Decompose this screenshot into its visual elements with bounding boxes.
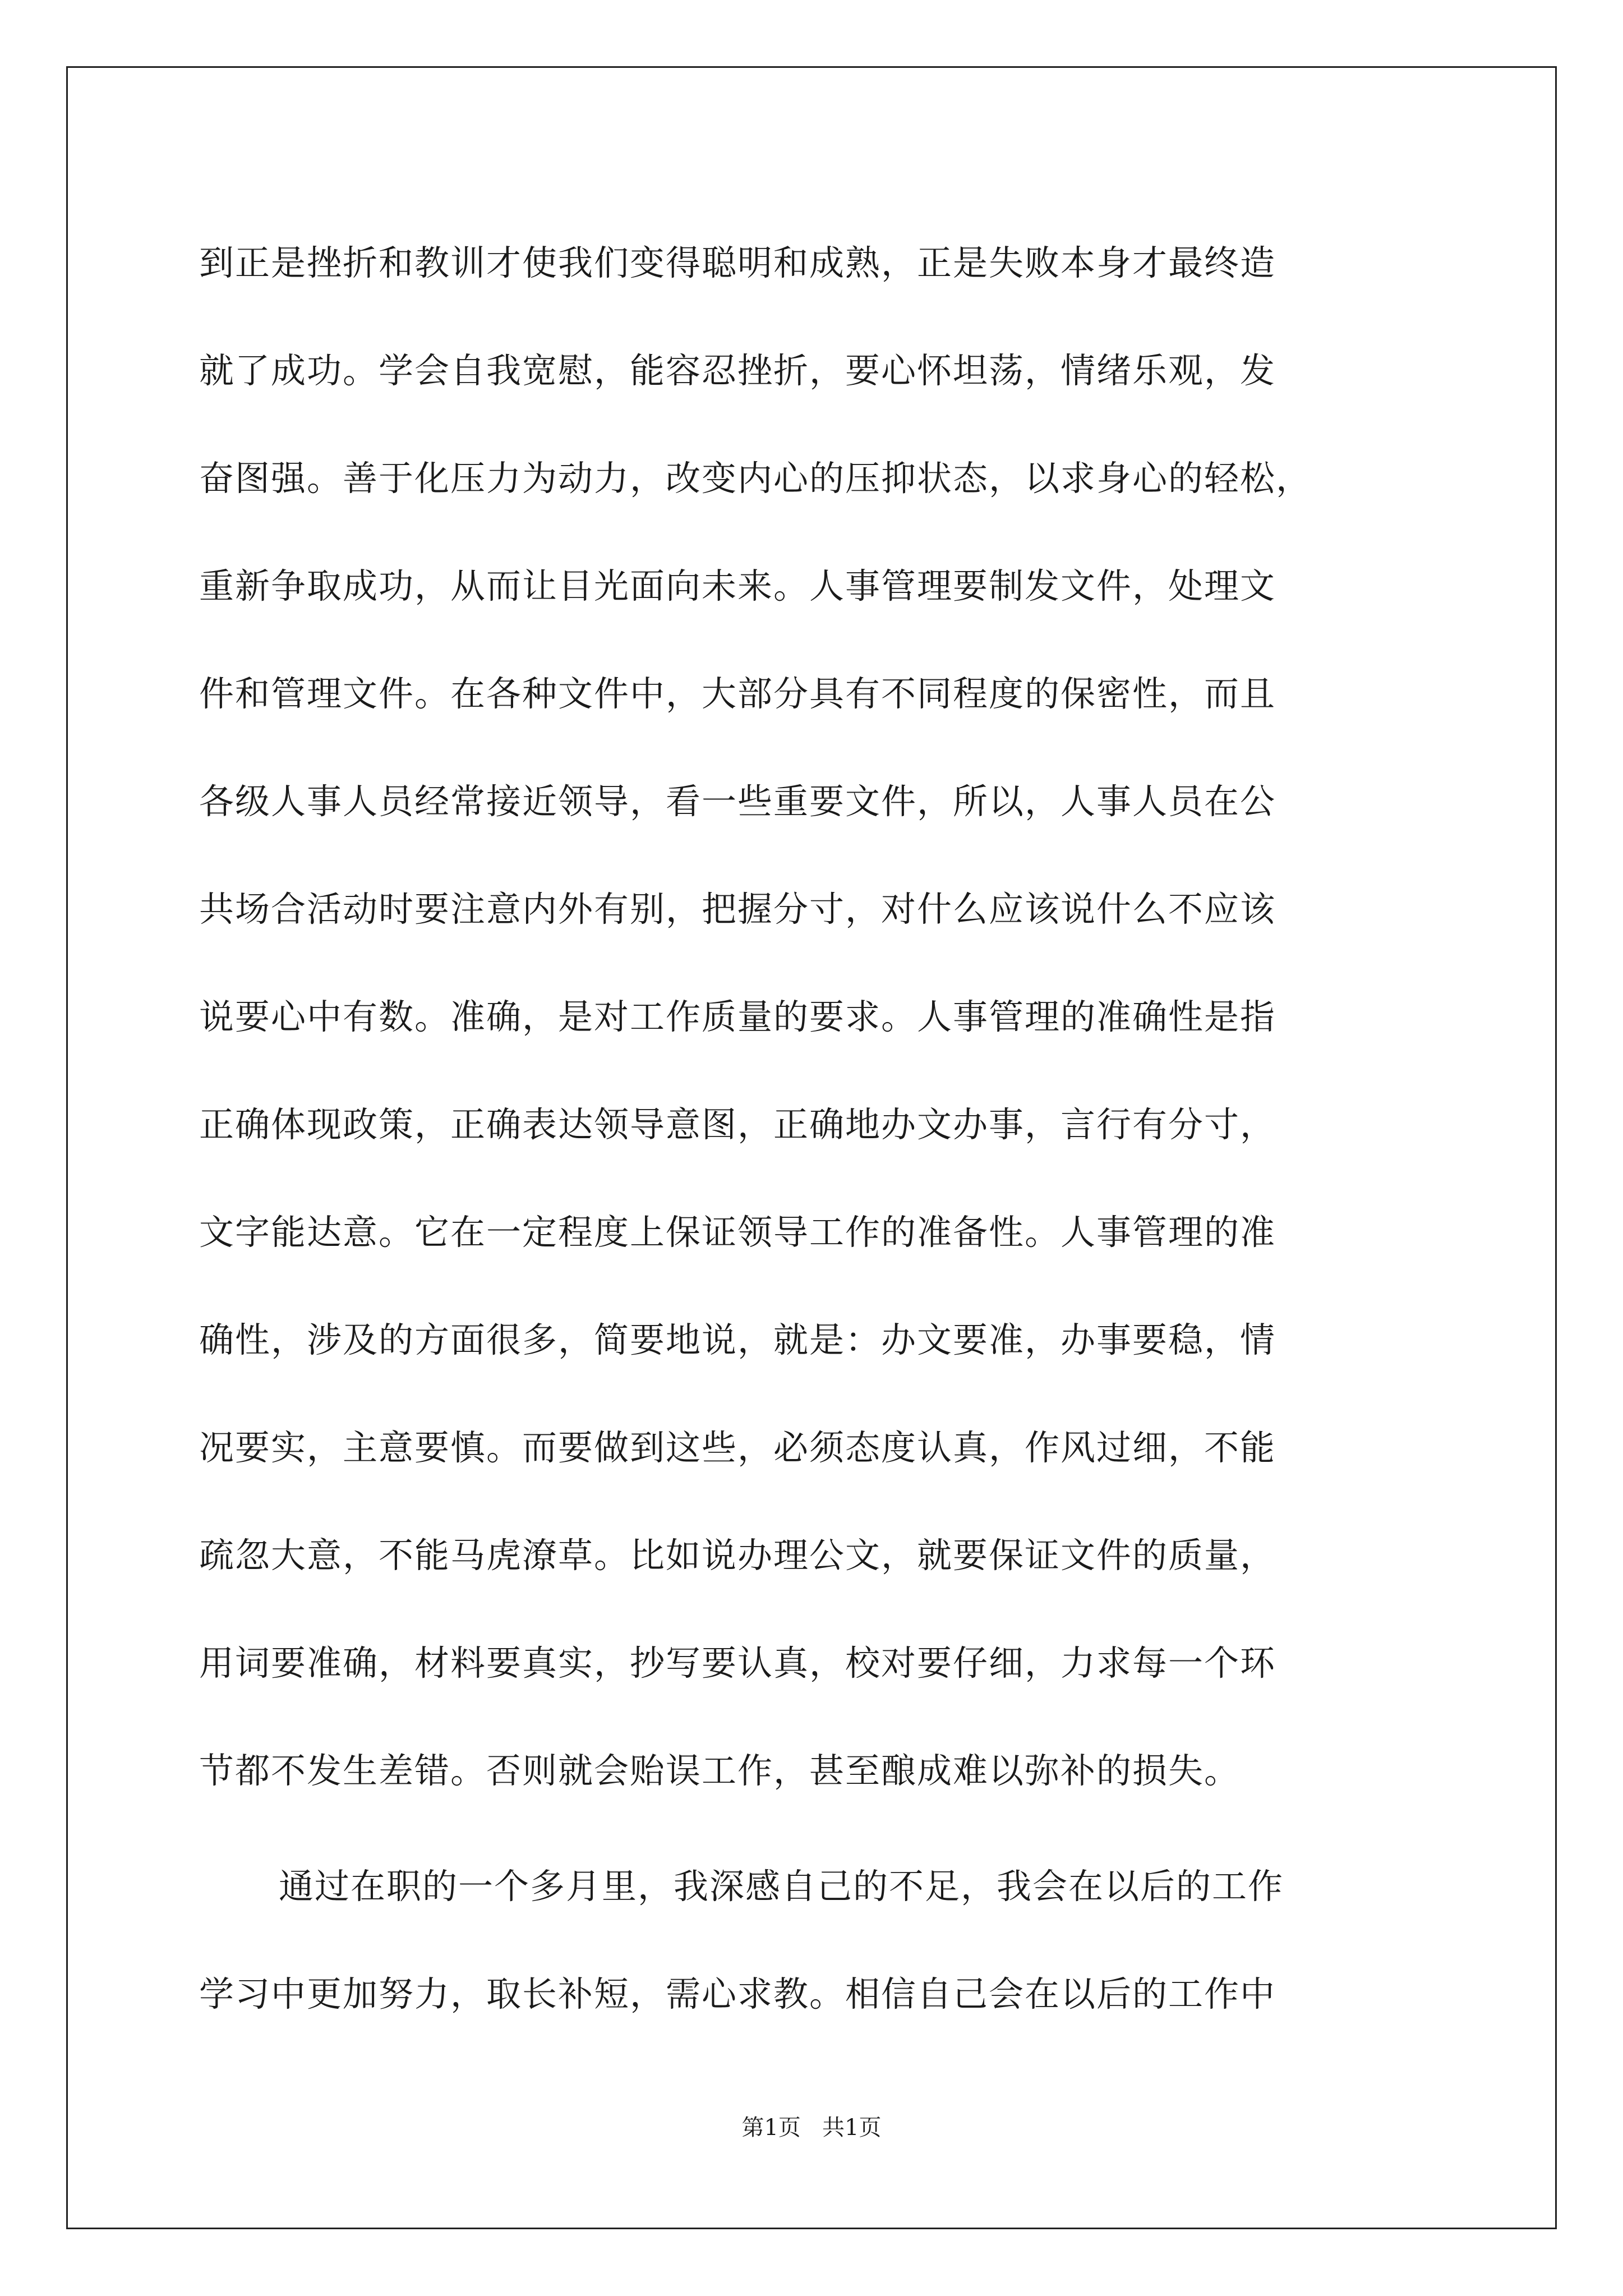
text-line: 说要心中有数。准确，是对工作质量的要求。人事管理的准确性是指 <box>199 996 1276 1037</box>
text-line: 奋图强。善于化压力为动力，改变内心的压抑状态，以求身心的轻松， <box>199 458 1312 499</box>
document-body <box>199 209 1450 2048</box>
text-line: 文字能达意。它在一定程度上保证领导工作的准备性。人事管理的准 <box>199 1212 1276 1253</box>
text-line: 通过在职的一个多月里，我深感自己的不足，我会在以后的工作 <box>279 1866 1284 1907</box>
text-line: 况要实，主意要慎。而要做到这些，必须态度认真，作风过细，不能 <box>199 1427 1276 1468</box>
text-line: 用词要准确，材料要真实，抄写要认真，校对要仔细，力求每一个环 <box>199 1642 1276 1683</box>
text-line: 重新争取成功，从而让目光面向未来。人事管理要制发文件，处理文 <box>199 565 1276 606</box>
text-line: 件和管理文件。在各种文件中，大部分具有不同程度的保密性，而且 <box>199 673 1276 714</box>
paragraph-gap <box>199 1825 1450 1833</box>
text-line: 各级人事人员经常接近领导，看一些重要文件，所以，人事人员在公 <box>199 781 1276 822</box>
text-line: 正确体现政策，正确表达领导意图，正确地办文办事，言行有分寸， <box>199 1104 1276 1145</box>
text-line: 到正是挫折和教训才使我们变得聪明和成熟，正是失败本身才最终造 <box>199 242 1276 283</box>
text-line: 节都不发生差错。否则就会贻误工作，甚至酿成难以弥补的损失。 <box>199 1750 1241 1791</box>
text-line: 共场合活动时要注意内外有别，把握分寸，对什么应该说什么不应该 <box>199 889 1276 930</box>
text-line: 学习中更加努力，取长补短，需心求教。相信自己会在以后的工作中 <box>199 1973 1276 2014</box>
text-line: 就了成功。学会自我宽慰，能容忍挫折，要心怀坦荡，情绪乐观，发 <box>199 350 1276 391</box>
page-number-footer: 第1页 共1页 <box>741 2115 882 2141</box>
text-line: 确性，涉及的方面很多，简要地说，就是：办文要准，办事要稳，情 <box>199 1319 1276 1360</box>
text-line: 疏忽大意，不能马虎潦草。比如说办理公文，就要保证文件的质量， <box>199 1535 1276 1576</box>
